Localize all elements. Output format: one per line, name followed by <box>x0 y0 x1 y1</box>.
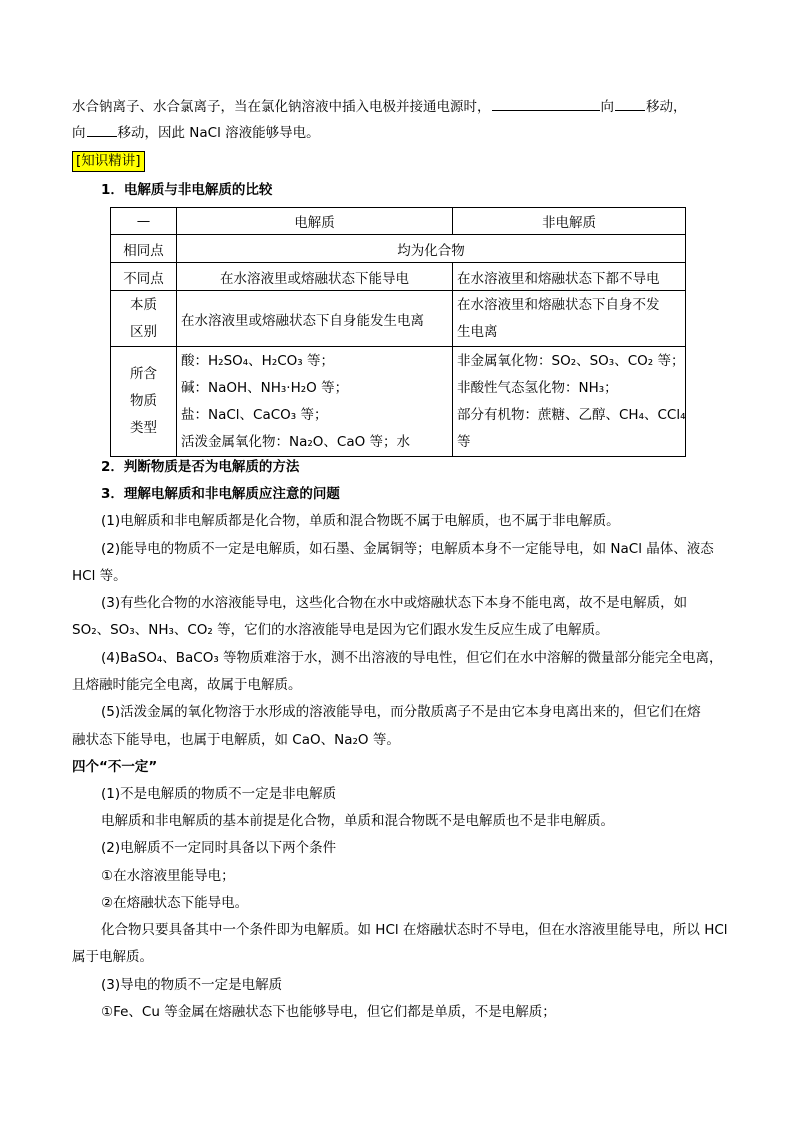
paragraph-line: SO₂、SO₃、NH₃、CO₂ 等，它们的水溶液能导电是因为它们跟水发生反应生成了电解质。 <box>72 622 609 638</box>
row-label: 不同点 <box>111 263 177 291</box>
heading-comparison: 1．电解质与非电解质的比较 <box>101 182 273 198</box>
cell-line: 盐：NaCl、CaCO₃ 等； <box>181 406 328 423</box>
cell-line: 在水溶液里和熔融状态下自身不发 <box>457 296 660 313</box>
label-line: 所含 <box>130 366 157 382</box>
paragraph-line: 电解质和非电解质的基本前提是化合物，单质和混合物既不是电解质也不是非电解质。 <box>101 813 614 829</box>
paragraph-line: 化合物只要具备其中一个条件即为电解质。如 HCl 在熔融状态时不导电，但在水溶液里能导电，所以 HCl <box>101 922 728 938</box>
paragraph-line: (4)BaSO₄、BaCO₃ 等物质难溶于水，测不出溶液的导电性，但它们在水中溶解的微量部分能完全电离， <box>101 650 723 666</box>
table-header-cell: 非电解质 <box>453 208 686 235</box>
intro-text: 向 <box>600 99 614 115</box>
intro-text: 水合钠离子、水合氯离子，当在氯化钠溶液中插入电极并接通电源时， <box>72 99 491 115</box>
paragraph-line: (2)电解质不一定同时具备以下两个条件 <box>101 840 337 856</box>
cell-line: 酸：H₂SO₄、H₂CO₃ 等； <box>181 352 334 369</box>
paragraph-line: (1)电解质和非电解质都是化合物，单质和混合物既不属于电解质，也不属于非电解质。 <box>101 513 620 529</box>
paragraph-line: (3)导电的物质不一定是电解质 <box>101 977 283 993</box>
table-cell: 在水溶液里或熔融状态下自身能发生电离 <box>177 291 453 347</box>
intro-text: 向 <box>72 125 86 141</box>
cell-line: 等 <box>457 433 471 450</box>
answer-blank[interactable] <box>87 122 117 137</box>
row-label: 相同点 <box>111 235 177 263</box>
table-cell: 均为化合物 <box>177 235 686 263</box>
table-header-cell: — <box>111 208 177 235</box>
paragraph-line: (2)能导电的物质不一定是电解质，如石墨、金属铜等；电解质本身不一定能导电，如 NaCl 晶体、液态 <box>101 541 714 557</box>
table-row <box>111 291 686 347</box>
row-label <box>111 291 177 347</box>
table-cell: 在水溶液里和熔融状态下都不导电 <box>453 263 686 291</box>
table-row <box>111 263 686 291</box>
table-cell: 在水溶液里或熔融状态下能导电 <box>177 263 453 291</box>
intro-text: 移动，因此 NaCl 溶液能够导电。 <box>117 125 320 141</box>
intro-line-2 <box>72 122 320 143</box>
comparison-table <box>110 207 686 457</box>
cell-line: 碱：NaOH、NH₃·H₂O 等； <box>181 379 349 396</box>
heading-notes: 3．理解电解质和非电解质应注意的问题 <box>101 486 340 502</box>
paragraph-line: (1)不是电解质的物质不一定是非电解质 <box>101 786 337 802</box>
intro-text: 移动， <box>646 99 687 115</box>
answer-blank[interactable] <box>492 96 600 111</box>
cell-line: 活泼金属氧化物：Na₂O、CaO 等；水 <box>181 433 411 450</box>
paragraph-line: ①Fe、Cu 等金属在熔融状态下也能够导电，但它们都是单质，不是电解质； <box>101 1004 556 1020</box>
paragraph-line: 融状态下能导电，也属于电解质，如 CaO、Na₂O 等。 <box>72 732 400 748</box>
heading-four-not-necessarily: 四个“不一定” <box>72 759 158 775</box>
cell-line: 非酸性气态氢化物：NH₃； <box>457 379 618 396</box>
label-line: 区别 <box>130 323 157 340</box>
table-cell <box>453 291 686 347</box>
heading-judge-method: 2．判断物质是否为电解质的方法 <box>101 459 300 475</box>
label-line: 本质 <box>130 296 157 313</box>
table-header-cell: 电解质 <box>177 208 453 235</box>
paragraph-line: (5)活泼金属的氧化物溶于水形成的溶液能导电，而分散质离子不是由它本身电离出来的，但它们在熔 <box>101 704 701 720</box>
paragraph-line: 属于电解质。 <box>72 949 153 965</box>
table-row <box>111 347 686 457</box>
answer-blank[interactable] <box>615 96 645 111</box>
table-row <box>111 208 686 235</box>
cell-line: 非金属氧化物：SO₂、SO₃、CO₂ 等； <box>457 352 685 369</box>
table-cell <box>177 347 453 457</box>
paragraph-line: HCl 等。 <box>72 568 127 584</box>
label-line: 类型 <box>130 420 157 436</box>
cell-line: 生电离 <box>457 323 498 340</box>
paragraph-line: ①在水溶液里能导电； <box>101 868 235 884</box>
cell-line: 部分有机物：蔗糖、乙醇、CH₄、CCl₄ <box>457 406 686 423</box>
paragraph-line: ②在熔融状态下能导电。 <box>101 895 249 911</box>
paragraph-line: 且熔融时能完全电离，故属于电解质。 <box>72 677 302 693</box>
label-line: 物质 <box>130 393 157 409</box>
table-row <box>111 235 686 263</box>
section-badge: [知识精讲] <box>72 151 145 172</box>
paragraph-line: (3)有些化合物的水溶液能导电，这些化合物在水中或熔融状态下本身不能电离，故不是电解质，如 <box>101 595 688 611</box>
row-label <box>111 347 177 457</box>
table-cell <box>453 347 686 457</box>
intro-line-1 <box>72 96 687 117</box>
